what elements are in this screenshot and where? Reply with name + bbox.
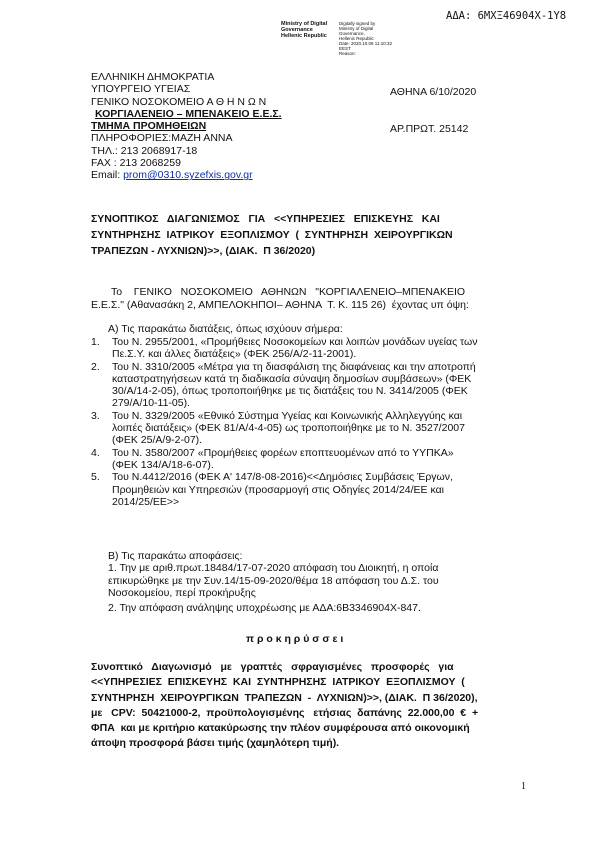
stamp-left-line: Ministry of Digital <box>281 21 328 27</box>
list-line: καταστρατηγήσεων κατά τη διαδικασία σύναψη δημοσίων συμβάσεων» (ΦΕΚ <box>112 372 472 385</box>
section-b-item-2: 2. Την απόφαση ανάληψης υποχρέωσης με ΑΔΑ:6Β3346904Χ-847. <box>108 602 421 614</box>
announcement-line: άποψη προσφορά βάσει τιμής (χαμηλότερη τιμή). <box>91 737 340 750</box>
email-label: Email: <box>91 169 124 182</box>
ada-code: ΑΔΑ: 6ΜΧΞ46904Χ-1Υ8 <box>446 10 567 22</box>
section-b-line: Νοσοκομείου, περί προκήρυξης <box>108 587 256 599</box>
announcement-line: ΣΥΝΤΗΡΗΣΗ ΧΕΙΡΟΥΡΓΙΚΩΝ ΤΡΑΠΕΖΩΝ - ΛΥΧΝΙΩΝ)>>, (ΔΙΑΚ. Π 36/2020), <box>91 691 478 704</box>
protocol-number: ΑΡ.ΠΡΩΤ. 25142 <box>390 123 469 135</box>
list-line: 279/Α/10-11-05). <box>112 397 191 410</box>
list-item <box>91 336 478 361</box>
section-b-line: 1. Την με αριθ.πρωτ.18484/17-07-2020 απόφαση του Διοικητή, η οποία <box>108 562 439 574</box>
stamp-right-line: Reason: <box>339 51 356 56</box>
stamp-left-text <box>281 21 327 39</box>
stamp-right-text <box>339 21 392 56</box>
announcement-line: με CPV: 50421000-2, προϋπολογισμένης ετήσιας δαπάνης 22.000,00 € + <box>91 706 479 719</box>
list-line: (ΦΕΚ 25/Α/9-2-07). <box>112 434 203 447</box>
department-name: ΤΜΗΜΑ ΠΡΟΜΗΘΕΙΩΝ <box>91 120 207 133</box>
section-b-item-1 <box>108 562 439 600</box>
letterhead-line: ΓΕΝΙΚΟ ΝΟΣΟΚΟΜΕΙΟ Α Θ Η Ν Ω Ν <box>91 95 267 108</box>
title-line: ΣΥΝΟΠΤΙΚΟΣ ΔΙΑΓΩΝΙΣΜΟΣ ΓΙΑ <<ΥΠΗΡΕΣΙΕΣ ΕΠΙΣΚΕΥΗΣ ΚΑΙ <box>91 213 440 225</box>
announcement-line: <<ΥΠΗΡΕΣΙΕΣ ΕΠΙΣΚΕΥΗΣ ΚΑΙ ΣΥΝΤΗΡΗΣΗΣ ΙΑΤΡΙΚΟΥ ΕΞΟΠΛΙΣΜΟΥ ( <box>91 676 465 689</box>
list-line: Του Ν. 3310/2005 «Μέτρα για τη διασφάλιση της διαφάνειας και την αποτροπή <box>112 360 476 373</box>
list-line: Του Ν. 2955/2001, «Προμήθειες Νοσοκομείων και λοιπών μονάδων υγείας των <box>112 336 478 348</box>
document-title <box>91 211 453 259</box>
list-line: Του Ν. 3580/2007 «Προμήθειες φορέων εποπτευομένων από το ΥΥΠΚΑ» <box>112 446 454 459</box>
list-number: 4. <box>91 446 100 459</box>
intro-line: Το ΓΕΝΙΚΟ ΝΟΣΟΚΟΜΕΙΟ ΑΘΗΝΩΝ "ΚΟΡΓΙΑΛΕΝΕΙΟ–ΜΠΕΝΑΚΕΙΟ <box>111 286 466 298</box>
section-a-list <box>91 336 478 508</box>
proclaims-heading: π ρ ο κ η ρ ύ σ σ ε ι <box>246 633 344 645</box>
fax: FAX : 213 2068259 <box>91 157 181 170</box>
announcement-line: Συνοπτικό Διαγωνισμό με γραπτές σφραγισμένες προσφορές για <box>91 661 454 673</box>
section-b-line: επικυρώθηκε με την Συν.14/15-09-2020/θέμα 18 απόφαση του Δ.Σ. του <box>108 574 439 587</box>
list-item <box>91 410 478 447</box>
section-a-heading: Α) Τις παρακάτω διατάξεις, όπως ισχύουν σήμερα: <box>108 323 343 335</box>
list-line: 30/Α/14-2-05), όπως τροποποιήθηκε με τις διατάξεις του Ν. 3414/2005 (ΦΕΚ <box>112 385 468 398</box>
stamp-right-line: Ministry of Digital <box>339 26 374 31</box>
list-number: 2. <box>91 360 100 373</box>
announcement-line: ΦΠΑ και με κριτήριο κατακύρωσης την πλέον συμφέρουσα από οικονομική <box>91 722 470 735</box>
intro-paragraph <box>91 286 469 312</box>
list-line: Του Ν.4412/2016 (ΦΕΚ Α' 147/8-08-2016)<<Δημόσιες Συμβάσεις Έργων, <box>112 471 453 484</box>
intro-line: Ε.Ε.Σ." (Αθανασάκη 2, ΑΜΠΕΛΟΚΗΠΟΙ– ΑΘΗΝΑ Τ. Κ. 115 26) έχοντας υπ όψη: <box>91 299 469 311</box>
list-line: Του Ν. 3329/2005 «Εθνικό Σύστημα Υγείας και Κοινωνικής Αλληλεγγύης και <box>112 409 463 422</box>
announcement-paragraph <box>91 660 478 752</box>
list-line: (ΦΕΚ 134/Α/18-6-07). <box>112 458 214 471</box>
stamp-right-line: Digitally signed by <box>339 21 376 26</box>
stamp-right-line: Governance, <box>339 31 365 36</box>
letterhead <box>91 71 282 182</box>
list-number: 3. <box>91 409 100 422</box>
document-date: ΑΘΗΝΑ 6/10/2020 <box>390 86 477 98</box>
letterhead-line: ΥΠΟΥΡΓΕΙΟ ΥΓΕΙΑΣ <box>91 83 191 96</box>
list-number: 5. <box>91 471 100 484</box>
stamp-left-line: Hellenic Republic <box>281 33 327 39</box>
list-item <box>91 447 478 472</box>
section-b-heading: Β) Τις παρακάτω αποφάσεις: <box>108 550 243 562</box>
digital-signature-stamp <box>281 21 431 57</box>
list-number: 1. <box>91 336 100 348</box>
email-link[interactable]: prom@0310.syzefxis.gov.gr <box>123 169 253 182</box>
email-line <box>91 169 282 181</box>
list-item <box>91 361 478 410</box>
stamp-right-line: Hellenic Republic <box>339 36 374 41</box>
info-contact: ΠΛΗΡΟΦΟΡΙΕΣ:ΜΑΖΗ ΑΝΝΑ <box>91 132 233 145</box>
letterhead-line: ΕΛΛΗΝΙΚΗ ΔΗΜΟΚΡΑΤΙΑ <box>91 71 215 83</box>
list-line: Πε.Σ.Υ. και άλλες διατάξεις» (ΦΕΚ 256/Α/2-11-2001). <box>112 348 357 361</box>
hospital-name: ΚΟΡΓΙΑΛΕΝΕΙΟ – ΜΠΕΝΑΚΕΙΟ Ε.Ε.Σ. <box>95 107 282 120</box>
stamp-left-line: Governance <box>281 27 313 33</box>
title-line: ΣΥΝΤΗΡΗΣΗΣ ΙΑΤΡΙΚΟΥ ΕΞΟΠΛΙΣΜΟΥ ( ΣΥΝΤΗΡΗΣΗ ΧΕΙΡΟΥΡΓΙΚΩΝ <box>91 229 453 241</box>
stamp-right-line: EEST <box>339 46 351 51</box>
list-line: Προμηθειών και Υπηρεσιών (προσαρμογή στις Οδηγίες 2014/24/ΕΕ και <box>112 483 445 496</box>
list-item <box>91 471 478 508</box>
list-line: λοιπές διατάξεις» (ΦΕΚ 81/Α/4-4-05) ως τροποποιήθηκε με το Ν. 3527/2007 <box>112 422 465 435</box>
stamp-right-line: Date: 2020.10.06 11:10:32 <box>339 41 392 46</box>
page-number: 1 <box>521 781 526 792</box>
phone: ΤΗΛ.: 213 2068917-18 <box>91 144 198 157</box>
title-line: ΤΡΑΠΕΖΩΝ - ΛΥΧΝΙΩΝ)>>, (ΔΙΑΚ. Π 36/2020) <box>91 245 316 257</box>
list-line: 2014/25/ΕΕ>> <box>112 495 180 508</box>
